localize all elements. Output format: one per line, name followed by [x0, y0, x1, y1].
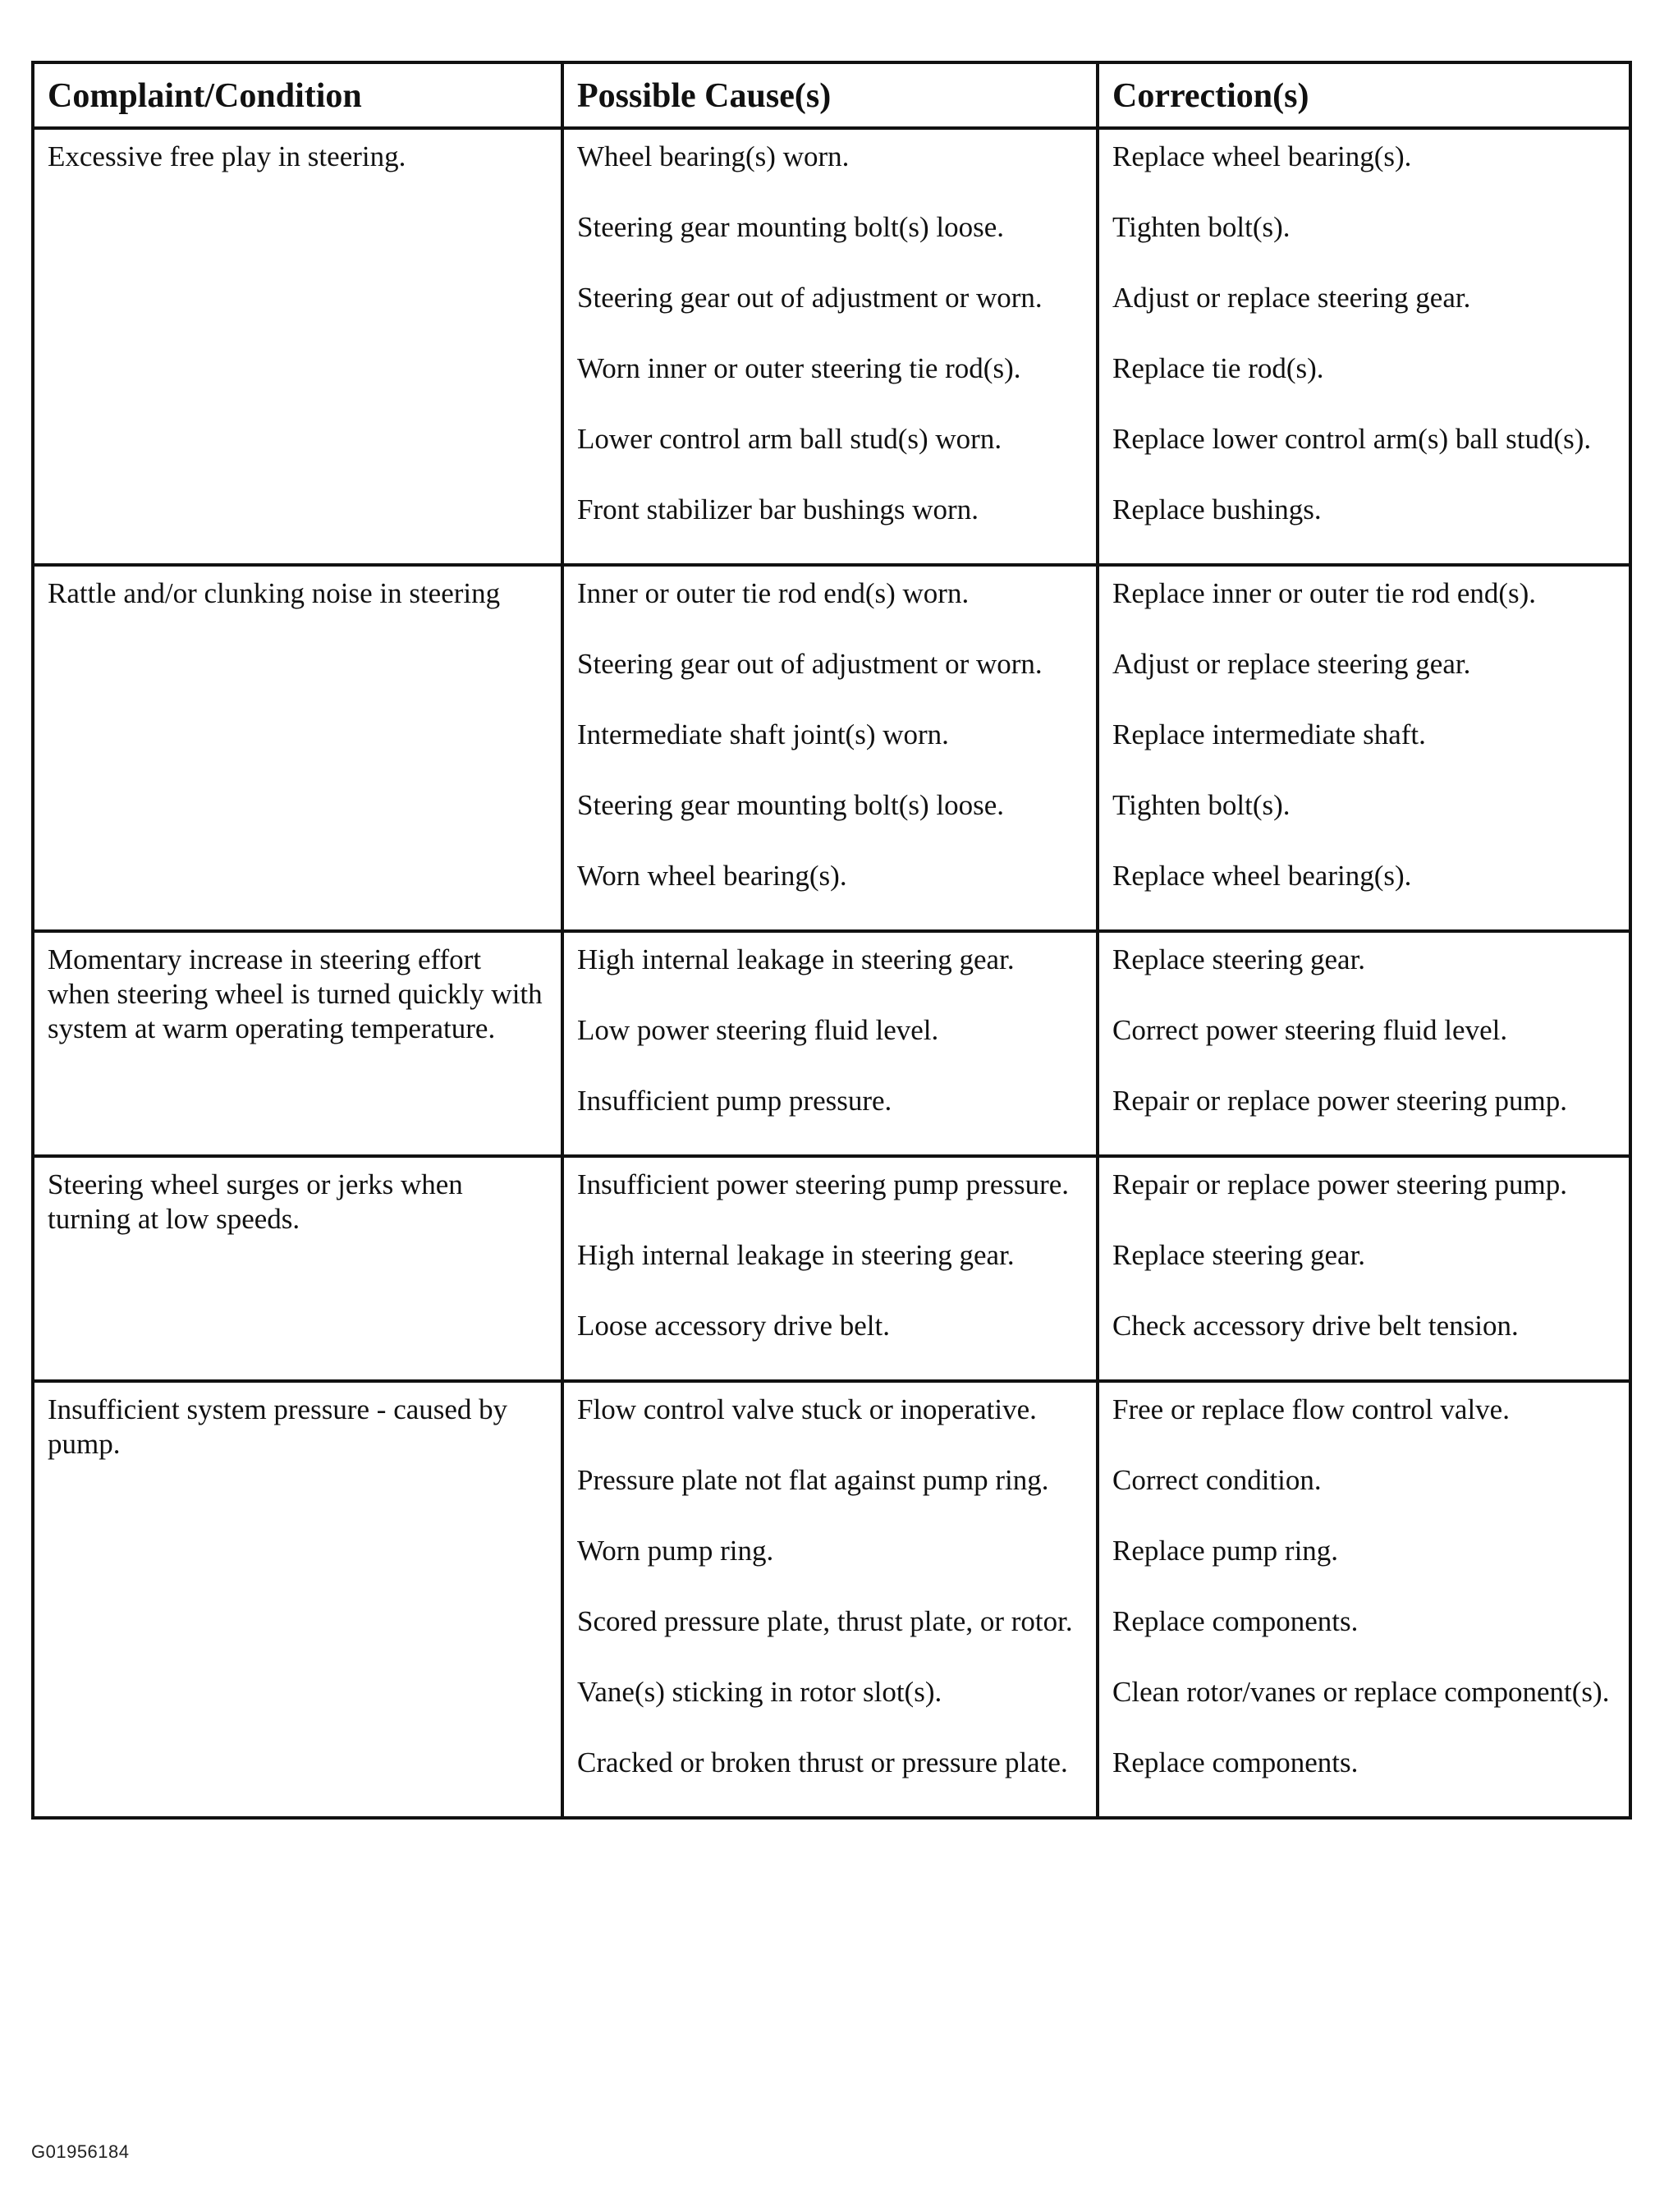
complaint-text: Insufficient system pressure - caused by pump. — [48, 1393, 508, 1460]
cause-item: Steering gear mounting bolt(s) loose. — [577, 211, 1005, 243]
diagnosis-table — [31, 61, 1632, 1820]
cause-item: Wheel bearing(s) worn. — [577, 140, 850, 172]
correction-item: Replace tie rod(s). — [1112, 352, 1324, 384]
cause-item: Insufficient power steering pump pressure. — [577, 1168, 1070, 1200]
correction-item: Adjust or replace steering gear. — [1112, 282, 1471, 314]
correction-item: Tighten bolt(s). — [1112, 211, 1291, 243]
correction-cell — [1098, 1156, 1630, 1381]
cause-cell — [562, 128, 1098, 565]
table-row — [33, 1156, 1630, 1381]
cause-item: Low power steering fluid level. — [577, 1014, 939, 1046]
cause-item: Scored pressure plate, thrust plate, or rotor. — [577, 1605, 1073, 1637]
table-row — [33, 1381, 1630, 1818]
cause-item: Front stabilizer bar bushings worn. — [577, 493, 979, 525]
correction-item: Free or replace flow control valve. — [1112, 1393, 1510, 1425]
table-row — [33, 565, 1630, 931]
correction-item: Correct condition. — [1112, 1464, 1322, 1496]
correction-item: Tighten bolt(s). — [1112, 789, 1291, 821]
cause-cell — [562, 565, 1098, 931]
correction-item: Replace components. — [1112, 1605, 1359, 1637]
correction-item: Clean rotor/vanes or replace component(s). — [1112, 1676, 1610, 1708]
table-row — [33, 128, 1630, 565]
cause-item: Worn wheel bearing(s). — [577, 860, 847, 892]
correction-item: Repair or replace power steering pump. — [1112, 1085, 1567, 1117]
cause-item: Insufficient pump pressure. — [577, 1085, 892, 1117]
correction-item: Adjust or replace steering gear. — [1112, 648, 1471, 680]
cause-cell — [562, 1381, 1098, 1818]
diagnosis-table-container — [31, 61, 1629, 1820]
correction-item: Replace intermediate shaft. — [1112, 718, 1426, 750]
cause-item: High internal leakage in steering gear. — [577, 1239, 1015, 1271]
complaint-text: Excessive free play in steering. — [48, 140, 406, 172]
correction-item: Repair or replace power steering pump. — [1112, 1168, 1567, 1200]
complaint-cell — [33, 128, 562, 565]
table-body — [33, 128, 1630, 1818]
cause-item: Steering gear out of adjustment or worn. — [577, 282, 1043, 314]
cause-item: Lower control arm ball stud(s) worn. — [577, 423, 1002, 455]
complaint-text: Steering wheel surges or jerks when turning at low speeds. — [48, 1168, 463, 1235]
correction-item: Replace inner or outer tie rod end(s). — [1112, 577, 1537, 609]
cause-item: Loose accessory drive belt. — [577, 1310, 890, 1342]
cause-item: Vane(s) sticking in rotor slot(s). — [577, 1676, 942, 1708]
correction-cell — [1098, 931, 1630, 1156]
correction-item: Check accessory drive belt tension. — [1112, 1310, 1519, 1342]
header-correction: Correction(s) — [1098, 62, 1630, 128]
complaint-text: Momentary increase in steering effort when steering wheel is turned quickly with system at warm operating temperature. — [48, 943, 543, 1044]
complaint-cell — [33, 565, 562, 931]
correction-cell — [1098, 565, 1630, 931]
complaint-cell — [33, 1156, 562, 1381]
correction-item: Replace lower control arm(s) ball stud(s). — [1112, 423, 1592, 455]
cause-item: Cracked or broken thrust or pressure plate. — [577, 1746, 1068, 1778]
header-cause: Possible Cause(s) — [562, 62, 1098, 128]
table-header-row — [33, 62, 1630, 128]
correction-item: Replace steering gear. — [1112, 943, 1366, 975]
figure-code: G01956184 — [31, 2141, 130, 2162]
header-complaint: Complaint/Condition — [33, 62, 562, 128]
cause-item: Intermediate shaft joint(s) worn. — [577, 718, 949, 750]
correction-item: Replace wheel bearing(s). — [1112, 140, 1412, 172]
cause-cell — [562, 1156, 1098, 1381]
table-row — [33, 931, 1630, 1156]
cause-item: Steering gear mounting bolt(s) loose. — [577, 789, 1005, 821]
correction-cell — [1098, 128, 1630, 565]
cause-item: Flow control valve stuck or inoperative. — [577, 1393, 1037, 1425]
cause-item: Worn pump ring. — [577, 1535, 774, 1567]
complaint-cell — [33, 931, 562, 1156]
correction-item: Replace pump ring. — [1112, 1535, 1339, 1567]
cause-item: High internal leakage in steering gear. — [577, 943, 1015, 975]
cause-cell — [562, 931, 1098, 1156]
cause-item: Inner or outer tie rod end(s) worn. — [577, 577, 970, 609]
correction-item: Replace components. — [1112, 1746, 1359, 1778]
correction-cell — [1098, 1381, 1630, 1818]
correction-item: Replace steering gear. — [1112, 1239, 1366, 1271]
cause-item: Steering gear out of adjustment or worn. — [577, 648, 1043, 680]
correction-item: Correct power steering fluid level. — [1112, 1014, 1508, 1046]
correction-item: Replace wheel bearing(s). — [1112, 860, 1412, 892]
complaint-cell — [33, 1381, 562, 1818]
correction-item: Replace bushings. — [1112, 493, 1322, 525]
cause-item: Pressure plate not flat against pump ring. — [577, 1464, 1049, 1496]
cause-item: Worn inner or outer steering tie rod(s). — [577, 352, 1021, 384]
complaint-text: Rattle and/or clunking noise in steering — [48, 577, 501, 609]
